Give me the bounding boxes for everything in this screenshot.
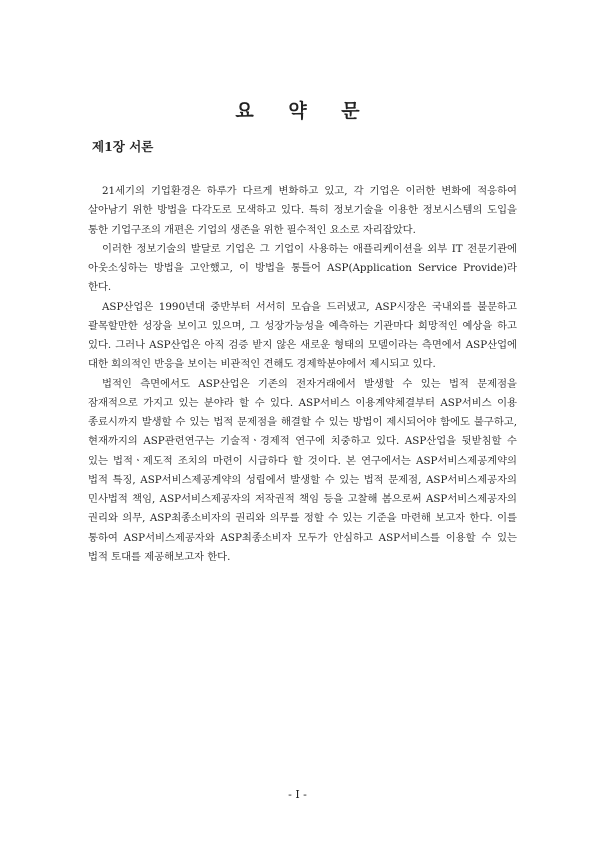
summary-paragraph: 이러한 정보기술의 발달로 기업은 그 기업이 사용하는 애플리케이션을 외부 IT 전문기관에 아웃소싱하는 방법을 고안했고, 이 방법을 통틀어 ASP(Application Service Provide)라 한다. <box>88 242 517 294</box>
page-number: - I - <box>288 788 307 801</box>
summary-body <box>88 182 517 567</box>
chapter-heading: 제1장 서론 <box>92 139 154 154</box>
summary-paragraph: 21세기의 기업환경은 하루가 다르게 변화하고 있고, 각 기업은 이러한 변화에 적응하여 살아남기 위한 방법을 다각도로 모색하고 있다. 특히 정보기술을 이용한 정보시스템의 도입을 통한 기업구조의 개편은 기업의 생존을 위한 필수적인 요소로 자리잡았다. <box>88 185 517 236</box>
summary-paragraph: ASP산업은 1990년대 중반부터 서서히 모습을 드러냈고, ASP시장은 국내외를 불문하고 괄목할만한 성장을 보이고 있으며, 그 성장가능성을 예측하는 기관마다 희망적인 예상을 하고 있다. 그러나 ASP산업은 아직 검증 받지 않은 새로운 형태의 모델이라는 측면에서 ASP산업에 대한 회의적인 반응을 보이는 비관적인 견해도 경제학분야에서 제시되고 있다. <box>88 300 517 371</box>
summary-paragraph: 법적인 측면에서도 ASP산업은 기존의 전자거래에서 발생할 수 있는 법적 문제점을 잠재적으로 가지고 있는 분야라 할 수 있다. ASP서비스 이용계약체결부터 ASP서비스 이용 종료시까지 발생할 수 있는 법적 문제점을 해결할 수 있는 방법이 제시되어야 함에도 불구하고, 현재까지의 ASP관련연구는 기술적ㆍ경제적 연구에 치중하고 있다. ASP산업을 뒷받침할 수 있는 법적ㆍ제도적 조치의 마련이 시급하다 할 것이다. 본 연구에서는 ASP서비스제공계약의 법적 특징, ASP서비스제공계약의 성립에서 발생할 수 있는 법적 문제점, ASP서비스제공자의 민사법적 책임, ASP서비스제공자의 저작권적 책임 등을 고찰해 봄으로써 ASP서비스제공자의 권리와 의무, ASP최종소비자의 권리와 의무를 정할 수 있는 기준을 마련해 보고자 한다. 이를 통하여 ASP서비스제공자와 ASP최종소비자 모두가 안심하고 ASP서비스를 이용할 수 있는 법적 토대를 제공해보고자 한다. <box>88 377 517 563</box>
page-title: 요 약 문 <box>235 100 374 122</box>
